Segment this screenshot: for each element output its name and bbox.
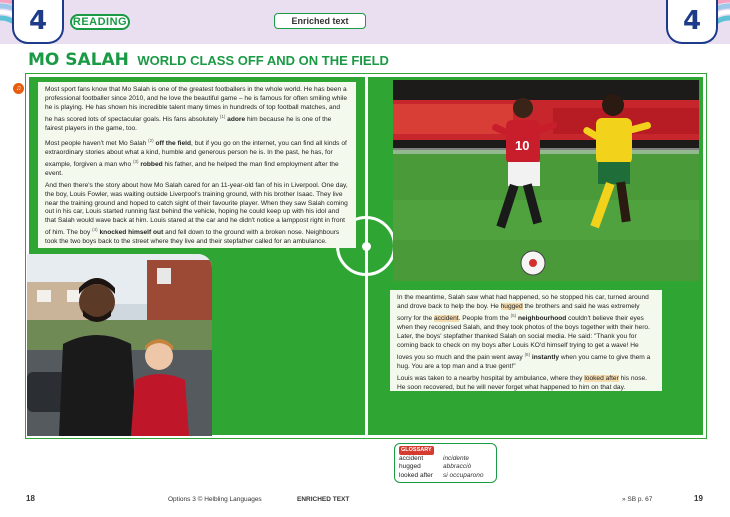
text: . People from the (458, 315, 511, 322)
paragraph-3 (45, 182, 349, 248)
glossary-entry (399, 472, 492, 481)
glossary-entry (399, 463, 492, 472)
glossary-word: looked after (584, 374, 619, 382)
glossary-translation: abbracciò (443, 463, 472, 471)
glossary-translation: si occuparono (443, 471, 484, 479)
player-shirt-number: 10 (515, 138, 530, 153)
footnote-ref: (4) (92, 227, 98, 233)
key-phrase: neighbourhood (517, 315, 567, 322)
page-title (28, 50, 389, 70)
title-main: MO SALAH (28, 50, 129, 70)
enriched-text-label: Enriched text (274, 13, 366, 29)
text: Louis was taken to a nearby hospital by ambulance, where they (397, 374, 585, 382)
text: And then there's the story about how Mo Salah cared for an 11-year-old fan of his in Liverpool. One day, the boy, Louis Fowler, was waiting outside Liverpool's training ground, with his brother Isaac. They live near the training ground and hoped to catch sight of their favourite player. When they saw Salah coming out in his car, Louis started running fast behind the vehicle, hoping he could keep up with his idol and that Salah would wave back at him. Louis stared at the car and he didn't notice a lamppost right in front of him. The boy (45, 181, 348, 237)
text: his father, and he helped the man find employment after the event. (45, 160, 339, 177)
text: and fell down to the ground with a broken nose. Neighbours took the two boys back to the street where they live and their stepfather called for an ambulance. (45, 229, 340, 246)
glossary-word: accident (434, 315, 459, 322)
footnote-ref: (1) (219, 113, 226, 119)
key-phrase: robbed (140, 160, 163, 168)
article-text-box-1 (38, 82, 356, 248)
footer-book-credit: Options 3 © Helbling Languages (168, 496, 262, 503)
glossary-word: hugged (500, 302, 523, 310)
paragraph-1 (45, 86, 349, 134)
footnote-ref: (2) (148, 137, 154, 143)
centre-spot (362, 242, 371, 251)
footer-section: ENRICHED TEXT (297, 496, 350, 503)
key-phrase: off the field (155, 139, 192, 147)
key-phrase: instantly (531, 353, 560, 361)
unit-number-left: 4 (12, 0, 64, 44)
key-phrase: adore (227, 115, 246, 123)
page-number-right: 19 (694, 494, 703, 503)
glossary-box (394, 443, 497, 483)
footnote-ref: (5) (510, 312, 517, 318)
glossary-entry (399, 455, 492, 464)
photo-salah-with-fan (27, 254, 212, 436)
section-label: READING (70, 14, 130, 30)
glossary-term: hugged (399, 463, 421, 471)
text: his nose. He soon recovered, but he will never forget what happened to him on that day. (397, 374, 648, 391)
page-number-left: 18 (26, 494, 35, 503)
text: In the meantime, Salah saw what had happened, so he stopped his car, turned around and drove back to help the boy. He (397, 294, 649, 310)
text: the brothers and said he was extremely sorry for the (397, 302, 640, 322)
glossary-label: GLOSSARY (401, 447, 432, 453)
title-subtitle: WORLD CLASS OFF AND ON THE FIELD (137, 53, 389, 68)
footer-sb-reference[interactable]: » SB p. 67 (622, 496, 653, 503)
glossary-term: looked after (399, 471, 433, 479)
paragraph-4 (397, 294, 655, 372)
photo-salah-match (393, 80, 699, 281)
text: couldn't believe their eyes when they recognised Salah, and they took photos of the boys together with their hero. Later, the boys' stepfather thanked Salah on social media. He said: "Thank you for coming back to check on my boys after Louis KO'd himself trying to get a wave! He loves you so much and the pain went away (397, 315, 650, 361)
footnote-ref: (6) (524, 351, 531, 357)
text: Most sport fans know that Mo Salah is one of the greatest footballers in the whole world. He has been a professional footballer since 2010, and he love the beautiful game – he is famous for often smiling while he is playing. He has shown his incredible talent many times in hundreds of top football matches, and he has scored lots of spectacular goals. His fans absolutely (45, 86, 348, 123)
glossary-term: accident (399, 454, 424, 462)
paragraph-2 (45, 137, 349, 179)
paragraph-5 (397, 375, 655, 393)
unit-number-right: 4 (666, 0, 718, 44)
text: , but if you go on the internet, you can find all kinds of extraordinary stories about what a kind, humble and generous person he is. In the past, he has, for example, forgiven a man who (45, 139, 347, 168)
text: Most people haven't met Mo Salah (45, 139, 149, 147)
text: when you came to give them a hug. You are a top man and a true gent!" (397, 353, 651, 370)
footnote-ref: (3) (132, 158, 139, 164)
glossary-translation: incidente (443, 454, 470, 462)
text: him because he is one of the fairest players in the game, too. (45, 115, 332, 132)
audio-track-icon[interactable]: ♫ (13, 83, 24, 94)
article-text-box-2 (390, 290, 662, 391)
key-phrase: knocked himself out (99, 229, 164, 237)
